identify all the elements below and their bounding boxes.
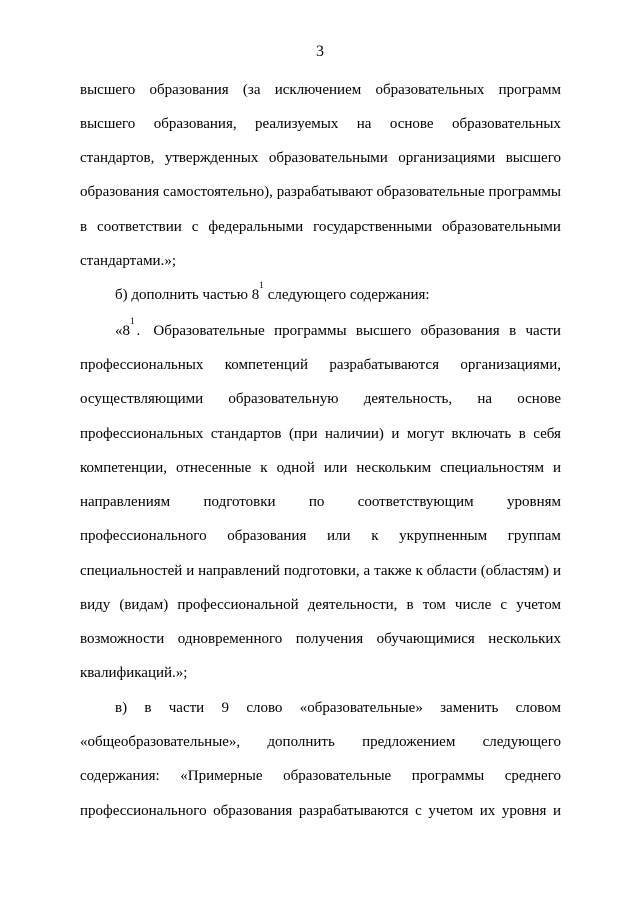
text-line: профессиональных компетенций разрабатываются организациями, xyxy=(80,357,561,373)
part-8-1-start: «8 xyxy=(115,323,130,339)
page-number: 3 xyxy=(316,43,324,60)
part-8-1-rest: . Образовательные программы высшего образования в части xyxy=(136,323,561,339)
text-line: возможности одновременного получения обучающимися нескольких xyxy=(80,631,561,647)
text-line: образования самостоятельно), разрабатывают образовательные программы xyxy=(80,184,561,200)
text-line: профессиональных стандартов (при наличии) и могут включать в себя xyxy=(80,426,561,442)
text-line: направлениям подготовки по соответствующим уровням xyxy=(80,494,561,510)
text-line-item-v: в) в части 9 слово «образовательные» заменить словом xyxy=(115,700,561,716)
text-line: профессионального образования разрабатываются с учетом их уровня и xyxy=(80,803,561,819)
item-b-text: б) дополнить частью 8 xyxy=(115,287,260,303)
text-line: стандартами.»; xyxy=(80,253,177,269)
text-line: квалификаций.»; xyxy=(80,665,188,681)
text-line: стандартов, утвержденных образовательными организациями высшего xyxy=(80,150,561,166)
text-line: специальностей и направлений подготовки, а также к области (областям) и xyxy=(80,563,561,579)
text-line: высшего образования (за исключением образовательных программ xyxy=(80,82,561,98)
text-line: в соответствии с федеральными государственными образовательными xyxy=(80,219,561,235)
text-line-item-b xyxy=(115,280,561,305)
text-line: профессионального образования или к укрупненным группам xyxy=(80,528,561,544)
item-b-text-rest: следующего содержания: xyxy=(267,287,430,303)
text-line: виду (видам) профессиональной деятельности, в том числе с учетом xyxy=(80,597,561,613)
text-line: компетенции, отнесенные к одной или нескольким специальностям и xyxy=(80,460,561,476)
text-line-part-8-1 xyxy=(115,316,561,341)
superscript: 1 xyxy=(130,316,135,326)
text-line: содержания: «Примерные образовательные программы среднего xyxy=(80,768,561,784)
text-line: осуществляющими образовательную деятельность, на основе xyxy=(80,391,561,407)
text-line: высшего образования, реализуемых на основе образовательных xyxy=(80,116,561,132)
superscript: 1 xyxy=(259,280,264,290)
text-line: «общеобразовательные», дополнить предложением следующего xyxy=(80,734,561,750)
